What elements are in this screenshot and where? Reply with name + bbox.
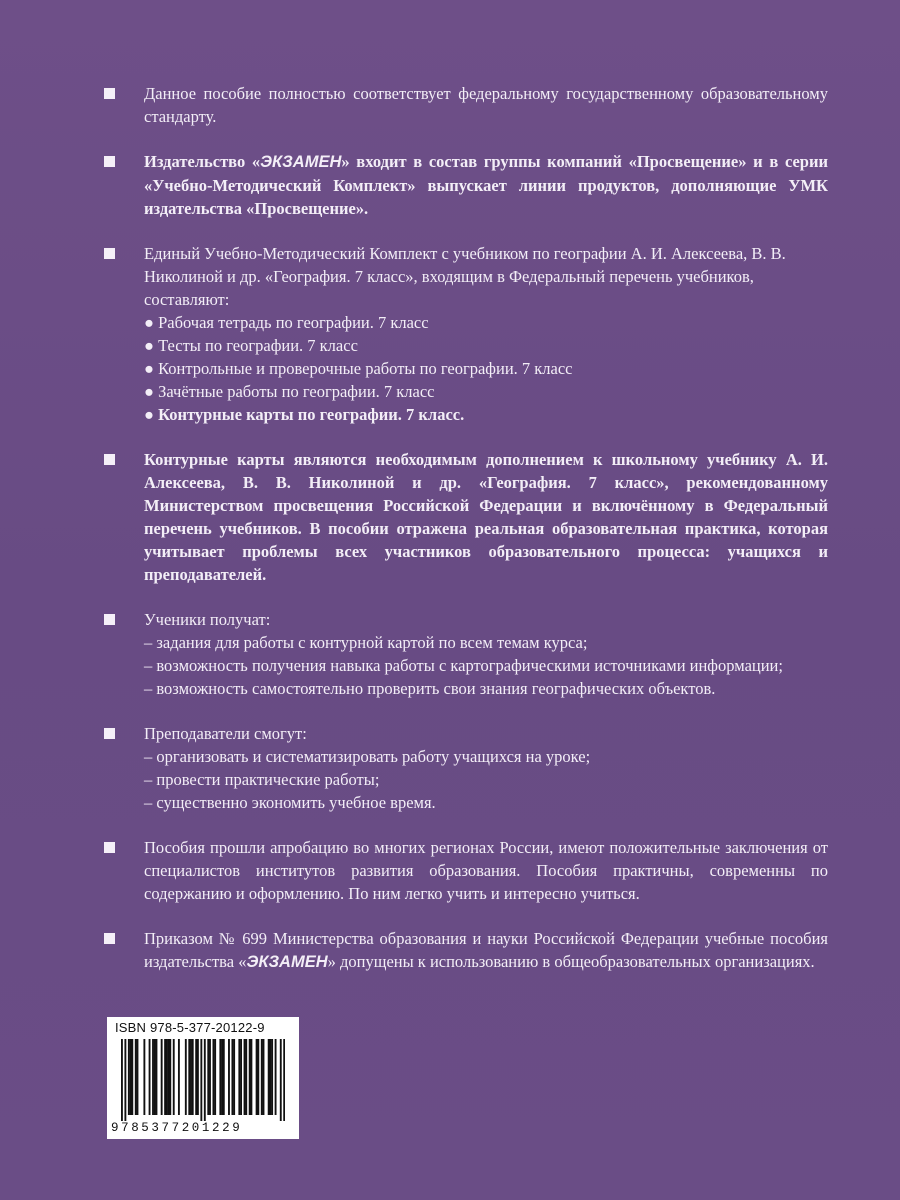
- publisher-text-end: » входит в состав группы компаний «Просвещение» и в серии «Учебно-Методический Комплект» выпускает линии продуктов, дополняющие УМК издательства «Просвещение».: [144, 152, 828, 218]
- item-description: [104, 448, 828, 586]
- barcode-bar: [256, 1039, 258, 1115]
- barcode-bar: [161, 1039, 163, 1115]
- barcode-bar: [185, 1039, 187, 1115]
- order-text: [144, 927, 828, 974]
- umk-list-item-highlight: ● Контурные карты по географии. 7 класс.: [144, 405, 465, 424]
- barcode-bar: [249, 1039, 251, 1115]
- barcode-bar: [209, 1039, 211, 1115]
- item-publisher: [104, 150, 828, 220]
- barcode-bar: [173, 1039, 175, 1115]
- teachers-line: – провести практические работы;: [144, 770, 380, 789]
- umk-list-item: ● Тесты по географии. 7 класс: [144, 336, 358, 355]
- barcode-bar: [240, 1039, 242, 1115]
- umk-intro: Единый Учебно-Методический Комплект с учебником по географии А. И. Алексеева, В. В. Николиной и др. «География. 7 класс», входящим в Федеральный перечень учебников, составляют:: [144, 244, 786, 309]
- standard-text: Данное пособие полностью соответствует федеральному государственному образовательному стандарту.: [144, 84, 828, 126]
- barcode-bar: [263, 1039, 265, 1115]
- approbation-text: Пособия прошли апробацию во многих регионах России, имеют положительные заключения от специалистов институтов развития образования. Пособия практичны, современны по содержанию и оформлению. По ним легко учить и интересно учиться.: [144, 838, 828, 903]
- barcode-bar: [200, 1039, 202, 1121]
- students-line: – задания для работы с контурной картой по всем темам курса;: [144, 633, 588, 652]
- barcode-bar: [192, 1039, 194, 1115]
- isbn-label: ISBN 978-5-377-20122-9: [115, 1020, 265, 1035]
- barcode-bar: [197, 1039, 199, 1115]
- order-text-start: Приказом № 699 Министерства образования и науки Российской Федерации учебные пособия издательства «: [144, 929, 828, 971]
- barcode-bar: [233, 1039, 235, 1115]
- barcode-bar: [154, 1039, 156, 1115]
- square-bullet-icon: [104, 842, 115, 853]
- barcode-bar: [178, 1039, 180, 1115]
- barcode-bars: [121, 1039, 285, 1121]
- barcode-bar: [188, 1039, 190, 1115]
- barcode-bar: [280, 1039, 282, 1121]
- umk-list-item: ● Контрольные и проверочные работы по географии. 7 класс: [144, 359, 573, 378]
- barcode-bar: [156, 1039, 158, 1115]
- barcode-bar: [169, 1039, 171, 1115]
- order-text-end: » допущены к использованию в общеобразовательных организациях.: [327, 952, 815, 971]
- barcode-bar: [149, 1039, 151, 1115]
- square-bullet-icon: [104, 933, 115, 944]
- barcode-bar: [195, 1039, 197, 1115]
- barcode-bar: [137, 1039, 139, 1115]
- barcode-bar: [268, 1039, 270, 1115]
- barcode-bar: [152, 1039, 154, 1115]
- barcode-bar: [244, 1039, 246, 1115]
- teachers-line: – организовать и систематизировать работу учащихся на уроке;: [144, 747, 591, 766]
- publisher-text: [144, 150, 828, 220]
- square-bullet-icon: [104, 88, 115, 99]
- brand-name: ЭКЗАМЕН: [246, 953, 328, 971]
- barcode-panel: [107, 1017, 299, 1139]
- barcode-bar: [143, 1039, 145, 1115]
- brand-name: ЭКЗАМЕН: [260, 153, 342, 171]
- barcode-bar: [124, 1039, 126, 1121]
- barcode-bar: [231, 1039, 233, 1115]
- square-bullet-icon: [104, 728, 115, 739]
- barcode-bar: [204, 1039, 206, 1121]
- teachers-line: – существенно экономить учебное время.: [144, 793, 436, 812]
- students-line: – возможность самостоятельно проверить свои знания географических объектов.: [144, 679, 716, 698]
- umk-list-item: ● Рабочая тетрадь по географии. 7 класс: [144, 313, 429, 332]
- barcode-bar: [275, 1039, 277, 1115]
- barcode-bar: [121, 1039, 123, 1121]
- barcode-bar: [257, 1039, 259, 1115]
- teachers-heading: Преподаватели смогут:: [144, 724, 307, 743]
- barcode-bar: [212, 1039, 214, 1115]
- item-teachers: [104, 722, 828, 814]
- barcode-bar: [219, 1039, 221, 1115]
- barcode-bar: [261, 1039, 263, 1115]
- item-order: [104, 927, 828, 974]
- students-line: – возможность получения навыка работы с картографическими источниками информации;: [144, 656, 783, 675]
- square-bullet-icon: [104, 454, 115, 465]
- publisher-text-start: Издательство «: [144, 152, 261, 171]
- item-standard: [104, 82, 828, 128]
- barcode-bar: [245, 1039, 247, 1115]
- item-approbation: [104, 836, 828, 905]
- barcode-bar: [166, 1039, 168, 1115]
- square-bullet-icon: [104, 248, 115, 259]
- item-umk: [104, 242, 828, 426]
- barcode-bar: [168, 1039, 170, 1115]
- umk-list-item: ● Зачётные работы по географии. 7 класс: [144, 382, 435, 401]
- barcode-bar: [130, 1039, 132, 1115]
- barcode-bar: [250, 1039, 252, 1115]
- barcode-bar: [238, 1039, 240, 1115]
- barcode-bar: [190, 1039, 192, 1115]
- item-students: [104, 608, 828, 700]
- barcode-bar: [221, 1039, 223, 1115]
- barcode-bar: [228, 1039, 230, 1115]
- barcode-bar: [128, 1039, 130, 1115]
- square-bullet-icon: [104, 614, 115, 625]
- barcode-digits: 9785377201229: [111, 1121, 243, 1135]
- barcode-bar: [164, 1039, 166, 1115]
- barcode-bar: [269, 1039, 271, 1115]
- description-text: Контурные карты являются необходимым дополнением к школьному учебнику А. И. Алексеева, В. В. Николиной и др. «География. 7 класс», рекомендованному Министерством просвещения Российской Федерации и включённому в Федеральный перечень учебников. В пособии отражена реальная образовательная практика, которая учитывает проблемы всех участников образовательного процесса: учащихся и преподавателей.: [144, 450, 828, 584]
- barcode-bar: [271, 1039, 273, 1115]
- students-heading: Ученики получат:: [144, 610, 271, 629]
- square-bullet-icon: [104, 156, 115, 167]
- barcode-bar: [223, 1039, 225, 1115]
- barcode-bar: [131, 1039, 133, 1115]
- barcode-bar: [214, 1039, 216, 1115]
- barcode-bar: [135, 1039, 137, 1115]
- cover-text: [104, 82, 828, 996]
- barcode-bar: [207, 1039, 209, 1115]
- barcode-bar: [283, 1039, 285, 1121]
